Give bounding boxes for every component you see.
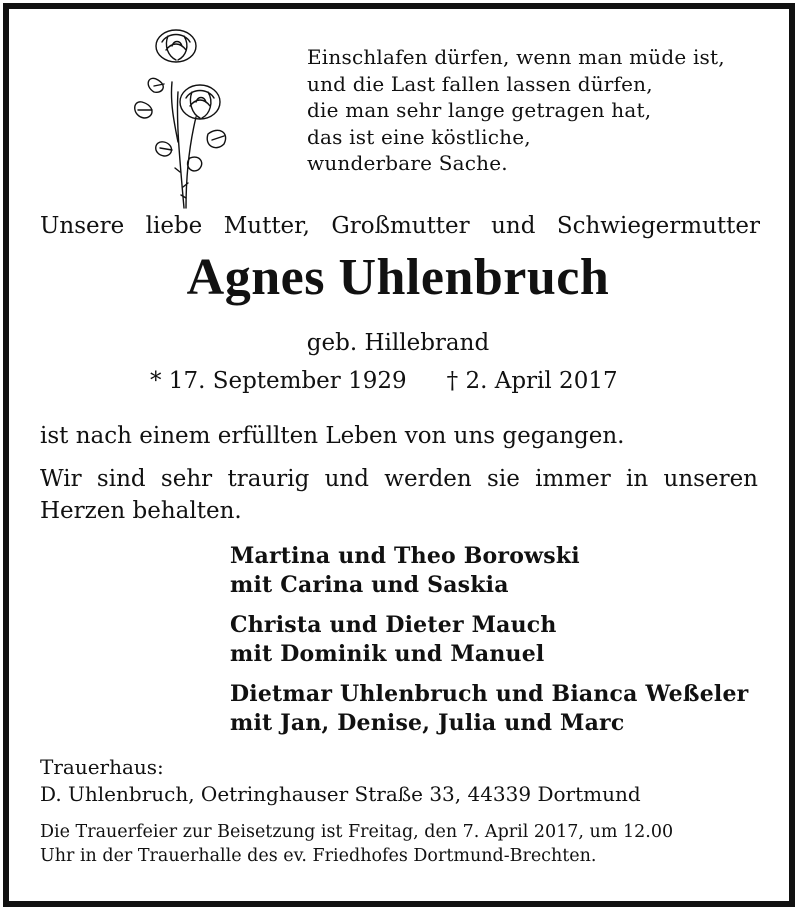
paragraph-line: Wir sind sehr traurig und werden sie immer in unseren (40, 466, 758, 492)
paragraph-mourning (40, 463, 758, 527)
mourner-names: Martina und Theo Borowski (230, 543, 580, 569)
mourner-children: mit Dominik und Manuel (230, 641, 545, 667)
mourner-children: mit Carina und Saskia (230, 572, 509, 598)
poem (307, 44, 725, 177)
mourner-group (230, 542, 748, 600)
poem-line: Einschlafen dürfen, wenn man müde ist, (307, 45, 725, 69)
mourner-names: Christa und Dieter Mauch (230, 612, 557, 638)
rose-icon (128, 22, 238, 210)
house-label: Trauerhaus: (40, 755, 164, 779)
ceremony-notice (40, 820, 758, 868)
house-of-mourning (40, 754, 641, 808)
mourner-group (230, 680, 748, 738)
maiden-name: geb. Hillebrand (306, 330, 490, 356)
ceremony-line: Uhr in der Trauerhalle des ev. Friedhofes Dortmund-Brechten. (40, 846, 597, 866)
ceremony-line: Die Trauerfeier zur Beisetzung ist Freitag, den 7. April 2017, um 12.00 (40, 822, 674, 842)
deceased-name: Agnes Uhlenbruch (186, 249, 610, 306)
mourner-names: Dietmar Uhlenbruch und Bianca Weßeler (230, 681, 749, 707)
paragraph-passed-away: ist nach einem erfüllten Leben von uns gegangen. (40, 423, 625, 449)
intro-line: Unsere liebe Mutter, Großmutter und Schwiegermutter (40, 213, 760, 239)
mourner-children: mit Jan, Denise, Julia und Marc (230, 710, 625, 736)
mourner-group (230, 611, 748, 669)
mourners-list (230, 542, 748, 749)
paragraph-line: Herzen behalten. (40, 498, 242, 524)
poem-line: und die Last fallen lassen dürfen, (307, 71, 653, 96)
poem-line: das ist eine köstliche, (307, 124, 531, 149)
death-date: † 2. April 2017 (446, 368, 618, 394)
poem-line: die man sehr lange getragen hat, (307, 98, 652, 122)
house-address: D. Uhlenbruch, Oetringhauser Straße 33, 44339 Dortmund (40, 782, 641, 806)
birth-date: * 17. September 1929 (150, 368, 407, 394)
poem-line: wunderbare Sache. (307, 151, 508, 175)
life-dates (150, 368, 618, 394)
